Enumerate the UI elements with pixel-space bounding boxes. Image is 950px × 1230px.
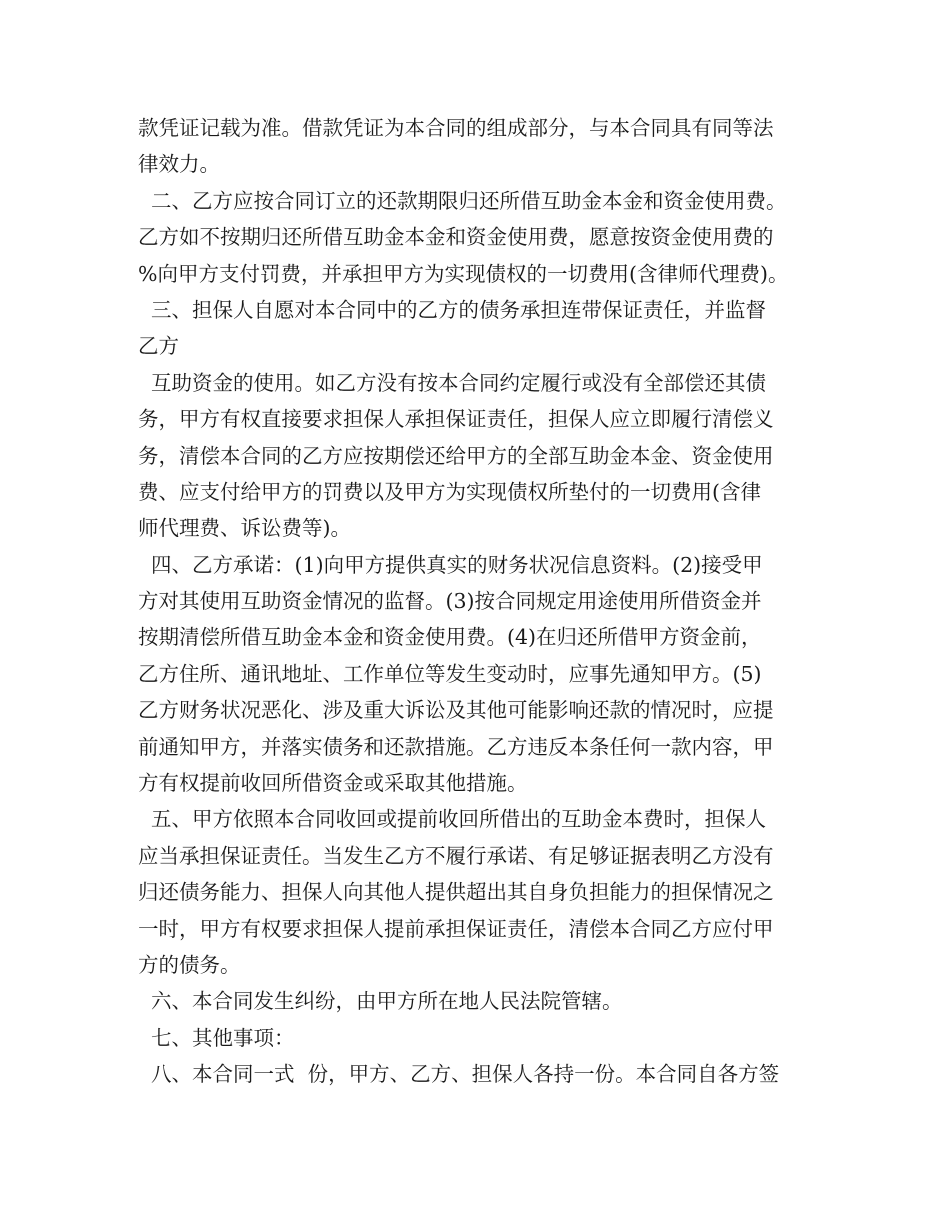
clause-three-line: 三、担保人自愿对本合同中的乙方的债务承担连带保证责任，并监督 <box>138 297 767 322</box>
contract-body-text <box>138 110 828 1093</box>
clause-six-line: 六、本合同发生纠纷，由甲方所在地人民法院管辖。 <box>138 989 623 1014</box>
clause-seven-line: 七、其他事项： <box>138 1025 295 1050</box>
text-line: 归还债务能力、担保人向其他人提供超出其自身负担能力的担保情况之 <box>138 880 774 905</box>
text-line: 师代理费、诉讼费等)。 <box>138 516 351 541</box>
text-line: 按期清偿所借互助金本金和资金使用费。(4)在归还所借甲方资金前， <box>138 625 762 650</box>
text-line: 前通知甲方，并落实债务和还款措施。乙方违反本条任何一款内容，甲 <box>138 734 774 759</box>
text-line: 务，甲方有权直接要求担保人承担保证责任，担保人应立即履行清偿义 <box>138 407 774 432</box>
text-line: 乙方如不按期归还所借互助金本金和资金使用费，愿意按资金使用费的 <box>138 225 774 250</box>
text-line: 律效力。 <box>138 152 220 177</box>
text-line: 方对其使用互助资金情况的监督。(3)按合同规定用途使用所借资金并 <box>138 589 762 614</box>
text-line: 务，清偿本合同的乙方应按期偿还给甲方的全部互助金本金、资金使用 <box>138 443 774 468</box>
text-line: 方有权提前收回所借资金或采取其他措施。 <box>138 771 528 796</box>
text-line: 款凭证记载为准。借款凭证为本合同的组成部分，与本合同具有同等法 <box>138 116 774 140</box>
text-line: 应当承担保证责任。当发生乙方不履行承诺、有足够证据表明乙方没有 <box>138 843 774 868</box>
text-line: 一时，甲方有权要求担保人提前承担保证责任，清偿本合同乙方应付甲 <box>138 916 774 941</box>
text-line: 方的债务。 <box>138 952 241 977</box>
clause-eight-line: 八、本合同一式 份，甲方、乙方、担保人各持一份。本合同自各方签 <box>138 1062 780 1087</box>
clause-two-line: 二、乙方应按合同订立的还款期限归还所借互助金本金和资金使用费。 <box>138 188 787 213</box>
text-line: %向甲方支付罚费，并承担甲方为实现债权的一切费用(含律师代理费)。 <box>138 261 789 286</box>
clause-five-line: 五、甲方依照本合同收回或提前收回所借出的互助金本费时，担保人 <box>138 807 767 832</box>
text-line: 乙方 <box>138 334 179 359</box>
text-line: 互助资金的使用。如乙方没有按本合同约定履行或没有全部偿还其债 <box>138 370 767 395</box>
text-line: 乙方财务状况恶化、涉及重大诉讼及其他可能影响还款的情况时，应提 <box>138 698 774 723</box>
clause-four-line: 四、乙方承诺：(1)向甲方提供真实的财务状况信息资料。(2)接受甲 <box>138 552 763 577</box>
text-line: 乙方住所、通讯地址、工作单位等发生变动时，应事先通知甲方。(5) <box>138 661 762 686</box>
text-line: 费、应支付给甲方的罚费以及甲方为实现债权所垫付的一切费用(含律 <box>138 479 761 504</box>
